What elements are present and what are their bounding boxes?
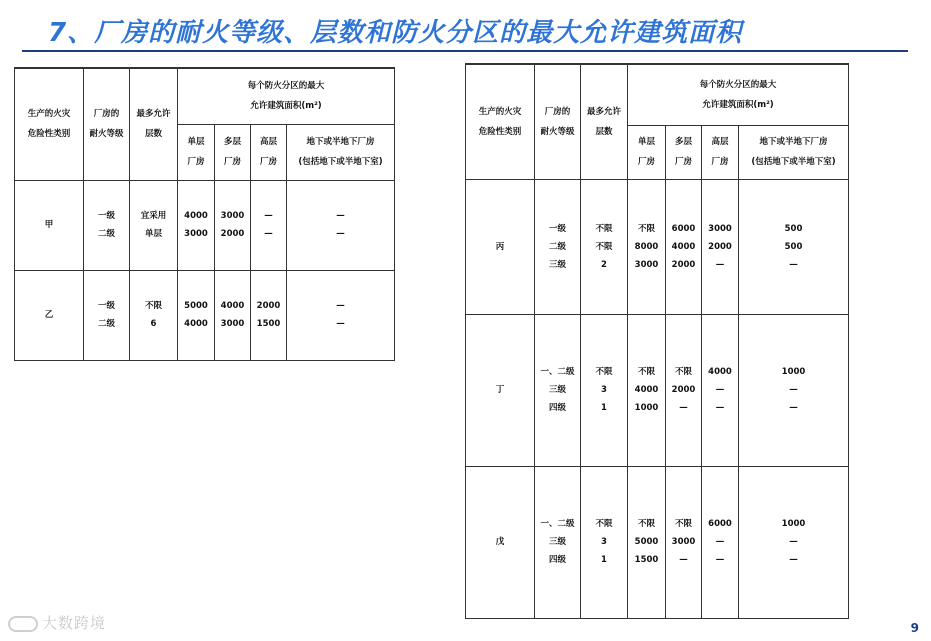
single-cell: 不限 8000 3000 <box>628 179 666 314</box>
floors-cell: 不限 3 1 <box>581 314 628 466</box>
fire-area-table-right <box>465 63 849 619</box>
header-underground: 地下或半地下厂房 (包括地下或半地下室) <box>287 124 395 180</box>
underground-cell: — — <box>287 180 395 270</box>
high-cell: 4000 — — <box>702 314 739 466</box>
table-row <box>466 314 849 466</box>
watermark-text: 大数跨境 <box>42 614 107 632</box>
header-max-floors: 最多允许 层数 <box>581 64 628 179</box>
header-fire-grade: 厂房的 耐火等级 <box>84 68 130 180</box>
category-cell: 乙 <box>15 270 84 360</box>
header-single: 单层 厂房 <box>178 124 215 180</box>
page-title: 7、厂房的耐火等级、层数和防火分区的最大允许建筑面积 <box>48 18 743 48</box>
multi-cell: 3000 2000 <box>215 180 251 270</box>
underground-cell: 1000 — — <box>739 314 849 466</box>
header-underground: 地下或半地下厂房 (包括地下或半地下室) <box>739 125 849 179</box>
high-cell: — — <box>251 180 287 270</box>
grade-cell: 一级 二级 <box>84 180 130 270</box>
floors-cell: 不限 6 <box>130 270 178 360</box>
high-cell: 3000 2000 — <box>702 179 739 314</box>
single-cell: 4000 3000 <box>178 180 215 270</box>
category-cell: 戊 <box>466 466 535 618</box>
grade-cell: 一、二级 三级 四级 <box>535 314 581 466</box>
floors-cell: 宜采用 单层 <box>130 180 178 270</box>
header-max-floors: 最多允许 层数 <box>130 68 178 180</box>
underground-cell: — — <box>287 270 395 360</box>
header-area-group: 每个防火分区的最大 允许建筑面积(m²) <box>628 64 849 125</box>
single-cell: 不限 4000 1000 <box>628 314 666 466</box>
underground-cell: 1000 — — <box>739 466 849 618</box>
header-fire-grade: 厂房的 耐火等级 <box>535 64 581 179</box>
multi-cell: 6000 4000 2000 <box>666 179 702 314</box>
grade-cell: 一、二级 三级 四级 <box>535 466 581 618</box>
category-cell: 丁 <box>466 314 535 466</box>
header-multi: 多层 厂房 <box>215 124 251 180</box>
category-cell: 甲 <box>15 180 84 270</box>
single-cell: 5000 4000 <box>178 270 215 360</box>
page-number: 9 <box>910 621 919 635</box>
header-category: 生产的火灾 危险性类别 <box>15 68 84 180</box>
single-cell: 不限 5000 1500 <box>628 466 666 618</box>
watermark <box>8 612 106 633</box>
header-high: 高层 厂房 <box>702 125 739 179</box>
header-area-group: 每个防火分区的最大 允许建筑面积(m²) <box>178 68 395 124</box>
grade-cell: 一级 二级 <box>84 270 130 360</box>
header-single: 单层 厂房 <box>628 125 666 179</box>
underground-cell: 500 500 — <box>739 179 849 314</box>
table-row <box>466 466 849 618</box>
category-cell: 丙 <box>466 179 535 314</box>
title-underline <box>22 50 908 52</box>
table-row <box>15 270 395 360</box>
grade-cell: 一级 二级 三级 <box>535 179 581 314</box>
header-multi: 多层 厂房 <box>666 125 702 179</box>
multi-cell: 4000 3000 <box>215 270 251 360</box>
high-cell: 2000 1500 <box>251 270 287 360</box>
high-cell: 6000 — — <box>702 466 739 618</box>
floors-cell: 不限 不限 2 <box>581 179 628 314</box>
multi-cell: 不限 3000 — <box>666 466 702 618</box>
header-high: 高层 厂房 <box>251 124 287 180</box>
table-row <box>15 180 395 270</box>
floors-cell: 不限 3 1 <box>581 466 628 618</box>
fire-area-table-left <box>14 67 395 361</box>
table-row <box>466 179 849 314</box>
multi-cell: 不限 2000 — <box>666 314 702 466</box>
header-category: 生产的火灾 危险性类别 <box>466 64 535 179</box>
watermark-logo-icon <box>8 616 38 632</box>
